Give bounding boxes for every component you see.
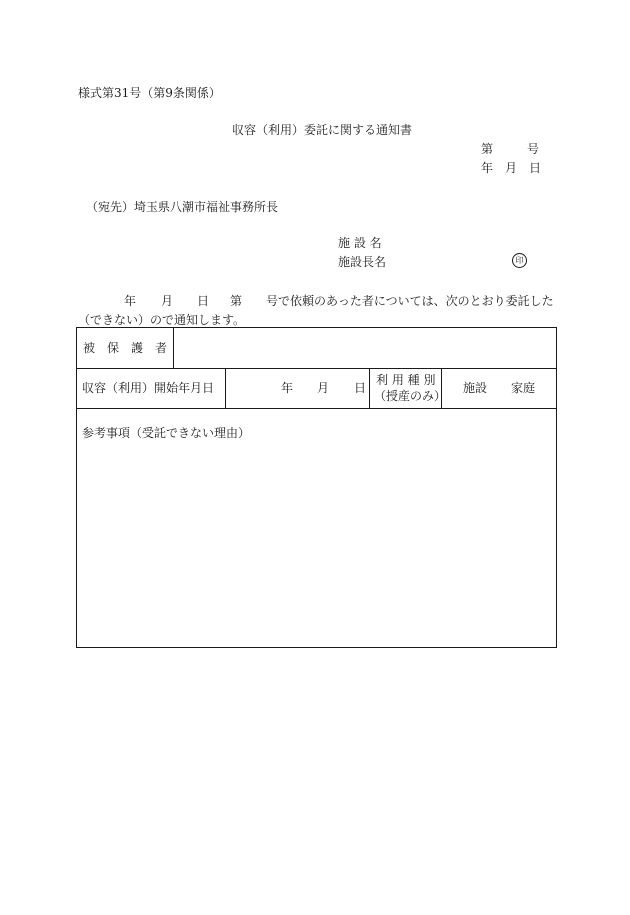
- start-date-year: 年: [281, 381, 294, 395]
- start-date-label: 収容（利用）開始年月日: [82, 381, 215, 395]
- row-divider-1: [77, 368, 556, 369]
- director-name-label: 施設長名: [338, 255, 387, 269]
- col-divider-dates: [369, 368, 370, 408]
- usage-option-home[interactable]: 家庭: [511, 381, 536, 395]
- start-date-day: 日: [354, 381, 367, 395]
- date-month: 月: [505, 161, 518, 175]
- body-no-prefix: 第: [230, 294, 243, 308]
- start-date-month: 月: [317, 381, 330, 395]
- document-title: 収容（利用）委託に関する通知書: [232, 123, 413, 137]
- col-divider-start: [225, 368, 226, 408]
- row-divider-2: [77, 408, 556, 409]
- body-line1-rest: 号で依頼のあった者については、次のとおり委託した: [266, 294, 554, 308]
- notes-label: 参考事項（受託できない理由）: [82, 426, 251, 440]
- usage-type-label: 利 用 種 別: [376, 373, 436, 387]
- notes-field[interactable]: [82, 444, 550, 640]
- addressee: （宛先）埼玉県八潮市福祉事務所長: [86, 200, 279, 214]
- body-month: 月: [161, 294, 174, 308]
- usage-type-note: （授産のみ）: [374, 389, 447, 403]
- body-day: 日: [197, 294, 210, 308]
- doc-number-prefix: 第: [481, 142, 494, 156]
- notice-table: [76, 327, 557, 648]
- date-day: 日: [529, 161, 542, 175]
- date-year: 年: [481, 161, 494, 175]
- protected-person-field[interactable]: [177, 332, 553, 364]
- notice-line-2: （できない）ので通知します。: [78, 313, 246, 327]
- form-number: 様式第31号（第9条関係）: [78, 86, 221, 100]
- seal-mark: 印: [512, 253, 527, 268]
- doc-number-suffix: 号: [527, 142, 540, 156]
- col-divider-protected: [173, 328, 174, 368]
- facility-name-label: 施 設 名: [338, 236, 382, 250]
- notice-line-1: [78, 292, 556, 311]
- body-year: 年: [124, 294, 137, 308]
- usage-option-facility[interactable]: 施設: [463, 381, 488, 395]
- notice-body: [78, 292, 556, 330]
- protected-person-label: 被 保 護 者: [83, 341, 168, 355]
